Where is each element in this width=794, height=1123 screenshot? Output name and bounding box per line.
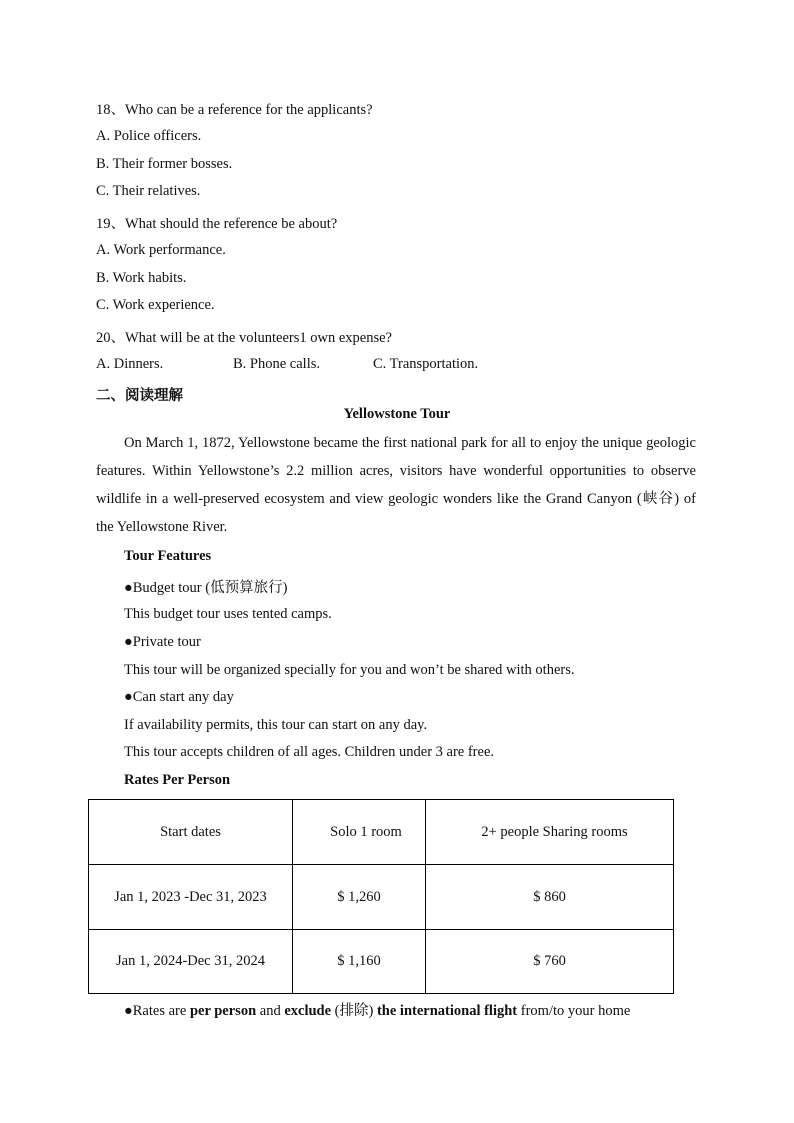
header-solo: Solo 1 room xyxy=(293,800,426,865)
note-text: ●Rates are xyxy=(124,1003,190,1019)
cell-dates: Jan 1, 2024-Dec 31, 2024 xyxy=(89,930,293,994)
question-18-stem: 18、Who can be a reference for the applicants? xyxy=(96,102,373,118)
note-text: from/to your home xyxy=(517,1003,631,1019)
cell-sharing-price: $ 860 xyxy=(426,865,674,930)
feature-budget-desc: This budget tour uses tented camps. xyxy=(124,606,332,622)
feature-private-title: ●Private tour xyxy=(124,634,201,650)
table-row xyxy=(89,930,674,994)
section-heading: 二、阅读理解 xyxy=(96,388,183,404)
question-18-option-b: B. Their former bosses. xyxy=(96,156,233,172)
intro-text: On March 1, 1872, Yellowstone became the first national park for all to enjoy the unique geologic features. Within Yellowstone’s 2.2 million acres, visitors have wonderful opportunities to observe wildlife in a well-preserved ecosystem and view geologic wonders like the Grand Canyon (峡谷) of the Yellowstone River. xyxy=(96,435,696,535)
question-20-options xyxy=(96,356,478,373)
question-20-stem: 20、What will be at the volunteers1 own expense? xyxy=(96,330,392,346)
intro-paragraph xyxy=(96,429,696,541)
feature-anyday-title: ●Can start any day xyxy=(124,689,234,705)
note-text: and xyxy=(256,1003,285,1019)
table-row xyxy=(89,865,674,930)
cell-solo-price: $ 1,260 xyxy=(293,865,426,930)
note-bold-flight: the international flight xyxy=(376,1003,518,1019)
passage-title: Yellowstone Tour xyxy=(343,406,451,422)
header-start-dates: Start dates xyxy=(89,800,293,865)
feature-anyday-desc-1: If availability permits, this tour can start on any day. xyxy=(124,717,428,733)
cell-solo-price: $ 1,160 xyxy=(293,930,426,994)
question-20-option-b: B. Phone calls. xyxy=(233,356,320,372)
feature-private-desc: This tour will be organized specially for you and won’t be shared with others. xyxy=(124,662,575,678)
note-bold-per-person: per person xyxy=(189,1003,257,1019)
question-18-option-a: A. Police officers. xyxy=(96,128,202,144)
feature-anyday-desc-2: This tour accepts children of all ages. Children under 3 are free. xyxy=(124,744,495,760)
feature-budget-title: ●Budget tour (低预算旅行) xyxy=(124,580,288,596)
rates-note xyxy=(124,999,696,1020)
cell-sharing-price: $ 760 xyxy=(426,930,674,994)
note-bold-exclude: exclude xyxy=(284,1003,332,1019)
question-19-option-a: A. Work performance. xyxy=(96,242,226,258)
features-heading: Tour Features xyxy=(124,548,212,564)
cell-dates: Jan 1, 2023 -Dec 31, 2023 xyxy=(89,865,293,930)
question-19-option-b: B. Work habits. xyxy=(96,270,187,286)
question-20-option-a: A. Dinners. xyxy=(96,356,164,372)
header-sharing: 2+ people Sharing rooms xyxy=(426,800,674,865)
question-19-option-c: C. Work experience. xyxy=(96,297,215,313)
question-19-stem: 19、What should the reference be about? xyxy=(96,216,338,232)
table-header-row xyxy=(89,800,674,865)
question-20-option-c: C. Transportation. xyxy=(373,356,479,372)
question-18-option-c: C. Their relatives. xyxy=(96,183,201,199)
note-text: (排除) xyxy=(331,1003,377,1019)
rates-heading: Rates Per Person xyxy=(124,772,231,788)
rates-table xyxy=(88,799,674,994)
